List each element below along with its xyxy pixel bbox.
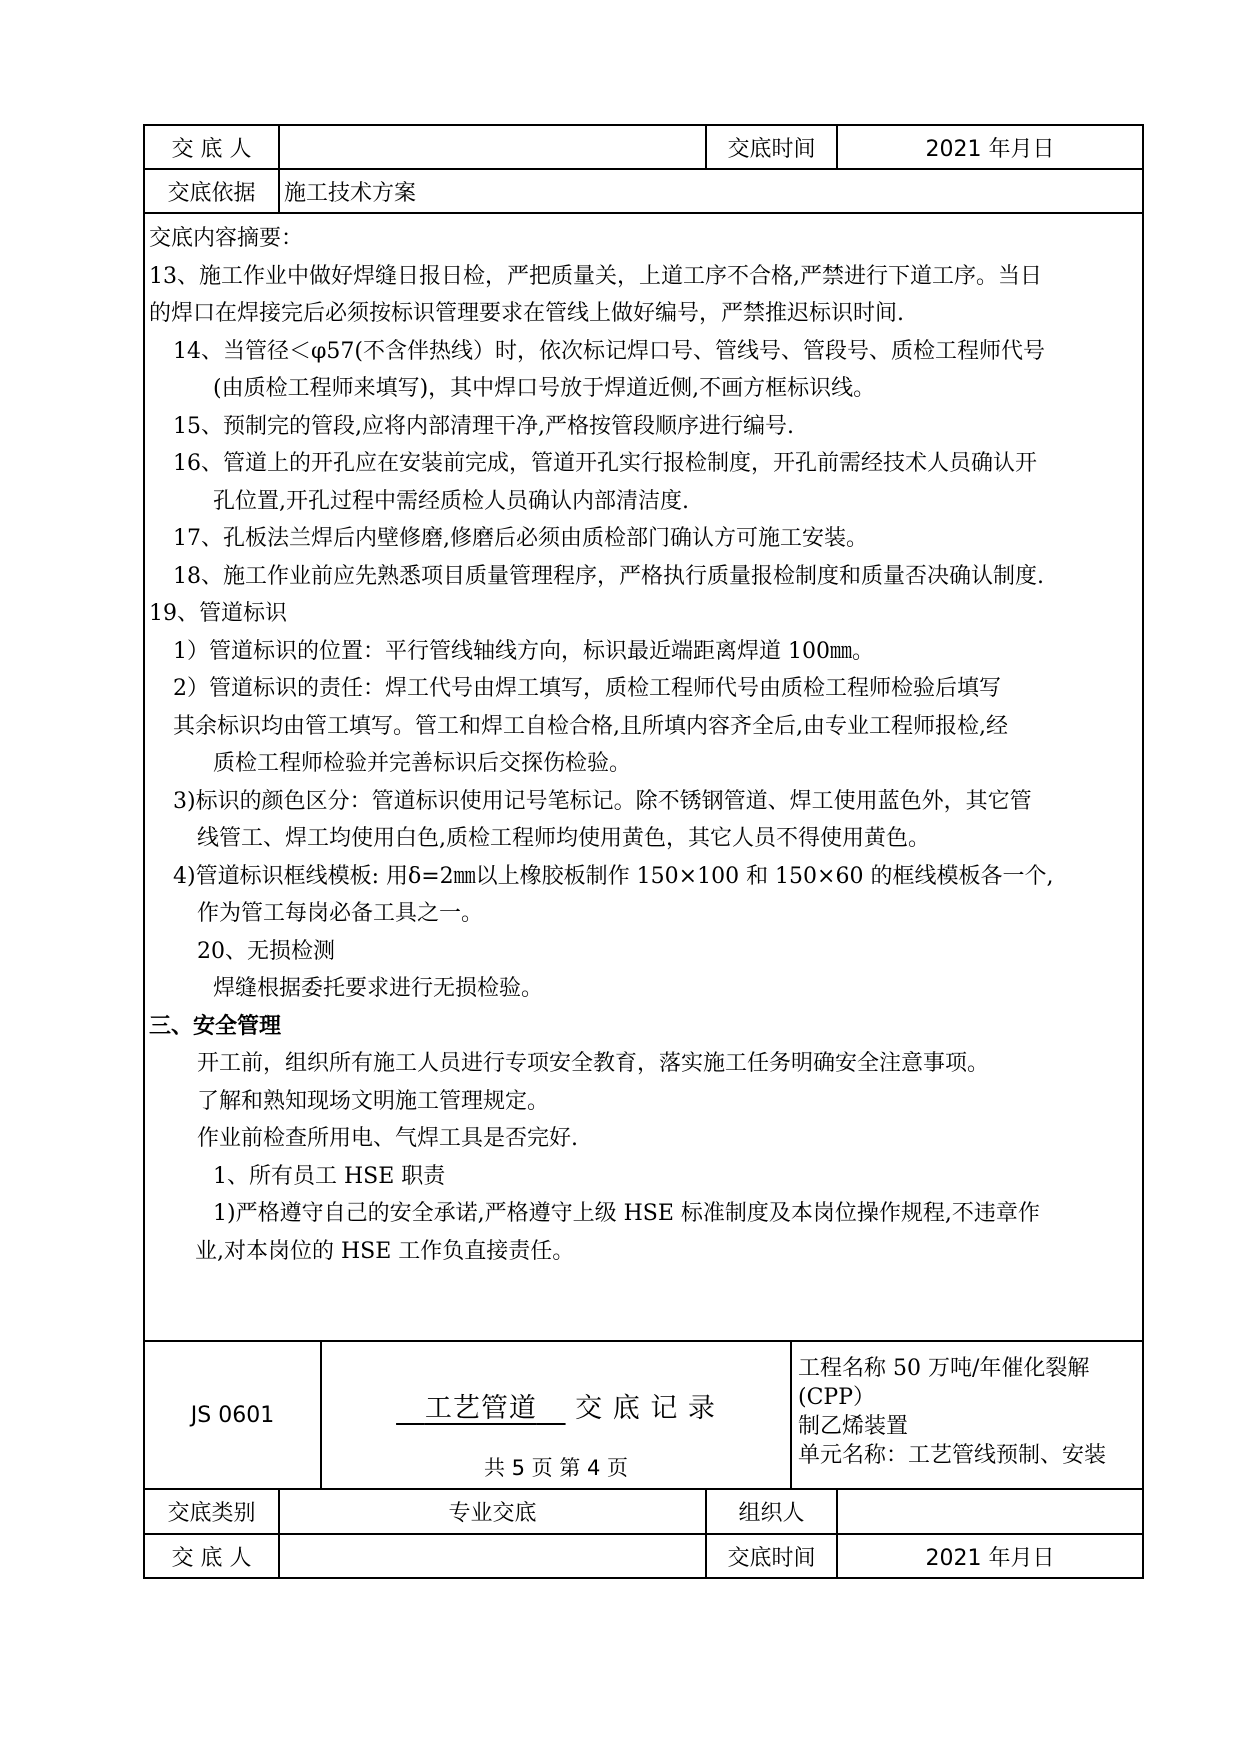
unit-name: 单元名称：工艺管线预制、安装 <box>798 1443 1107 1468</box>
content-line: 开工前，组织所有施工人员进行专项安全教育，落实施工任务明确安全注意事项。 <box>197 1051 990 1076</box>
content-line: 15、预制完的管段,应将内部清理干净,严格按管段顺序进行编号. <box>173 413 794 439</box>
basis-value: 施工技术方案 <box>279 169 1143 213</box>
form-title-underlined: 工艺管道 <box>424 1393 537 1424</box>
content-line: 作业前检查所用电、气焊工具是否完好. <box>197 1126 578 1151</box>
content-line: 业,对本岗位的 HSE 工作负直接责任。 <box>195 1238 575 1264</box>
content-line: 14、当管径＜φ57(不含伴热线）时，依次标记焊口号、管线号、管段号、质检工程师代号 <box>173 338 1045 364</box>
footer-presenter-label: 交 底 人 <box>144 1534 279 1578</box>
type-row <box>144 1490 1143 1534</box>
content-line: 16、管道上的开孔应在安装前完成，管道开孔实行报检制度，开孔前需经技术人员确认开 <box>173 451 1037 476</box>
organizer-value <box>837 1490 1143 1534</box>
form-title <box>322 1386 790 1425</box>
content-line: 质检工程师检验并完善标识后交探伤检验。 <box>213 751 632 776</box>
content-line: 1）管道标识的位置：平行管线轴线方向，标识最近端距离焊道 100㎜。 <box>173 638 874 664</box>
content-line: 19、管道标识 <box>149 601 287 626</box>
form-title-cell <box>321 1342 791 1489</box>
content-line: 孔位置,开孔过程中需经质检人员确认内部清洁度. <box>213 488 689 514</box>
content-cell <box>144 213 1143 1341</box>
content-line: 焊缝根据委托要求进行无损检验。 <box>213 976 544 1001</box>
content-line: 了解和熟知现场文明施工管理规定。 <box>197 1088 550 1114</box>
header-table <box>143 124 1144 1342</box>
content-line: 18、施工作业前应先熟悉项目质量管理程序，严格执行质量报检制度和质量否决确认制度. <box>173 563 1044 589</box>
footer-presenter-value <box>279 1534 706 1578</box>
summary-label: 交底内容摘要： <box>149 226 304 251</box>
type-label: 交底类别 <box>144 1490 279 1534</box>
organizer-label: 组织人 <box>706 1490 837 1534</box>
basis-row <box>144 169 1143 213</box>
section-heading: 三、安全管理 <box>149 1013 282 1039</box>
project-info <box>791 1342 1143 1489</box>
content-line: (由质检工程师来填写)，其中焊口号放于焊道近侧,不画方框标识线。 <box>213 376 876 401</box>
project-name-line2: 制乙烯装置 <box>798 1414 909 1439</box>
content-line: 其余标识均由管工填写。管工和焊工自检合格,且所填内容齐全后,由专业工程师报检,经 <box>173 713 1008 739</box>
presenter-row <box>144 125 1143 169</box>
project-name-line1: 工程名称 50 万吨/年催化裂解(CPP） <box>798 1356 1090 1410</box>
type-value: 专业交底 <box>279 1490 706 1534</box>
content-line: 20、无损检测 <box>197 938 335 964</box>
time-value: 2021 年月日 <box>837 125 1143 169</box>
form-code: JS 0601 <box>144 1342 321 1489</box>
content-line: 3)标识的颜色区分：管道标识使用记号笔标记。除不锈钢管道、焊工使用蓝色外，其它管 <box>173 788 1032 814</box>
content-row <box>144 213 1143 1341</box>
footer-time-value: 2021 年月日 <box>837 1534 1143 1578</box>
disclosure-sheet <box>143 124 1142 1579</box>
footer-time-label: 交底时间 <box>706 1534 837 1578</box>
content-line: 13、施工作业中做好焊缝日报日检，严把质量关，上道工序不合格,严禁进行下道工序。当日 <box>149 263 1042 289</box>
form-title-rest: 交 底 记 录 <box>575 1393 716 1424</box>
time-label: 交底时间 <box>706 125 837 169</box>
content-line: 17、孔板法兰焊后内壁修磨,修磨后必须由质检部门确认方可施工安装。 <box>173 526 868 551</box>
content-line: 1)严格遵守自己的安全承诺,严格遵守上级 HSE 标准制度及本岗位操作规程,不违章作 <box>213 1201 1040 1226</box>
basis-label: 交底依据 <box>144 169 279 213</box>
presenter-value <box>279 125 706 169</box>
content-line: 作为管工每岗必备工具之一。 <box>197 901 484 926</box>
page-count: 共 5 页 第 4 页 <box>483 1456 629 1480</box>
footer-title-row <box>144 1342 1143 1489</box>
footer-presenter-row <box>144 1534 1143 1578</box>
content-line: 2）管道标识的责任：焊工代号由焊工填写，质检工程师代号由质检工程师检验后填写 <box>173 676 1001 701</box>
footer-table <box>143 1342 1144 1490</box>
content-line: 1、所有员工 HSE 职责 <box>213 1163 446 1189</box>
content-line: 的焊口在焊接完后必须按标识管理要求在管线上做好编号，严禁推迟标识时间. <box>149 301 904 326</box>
footer-info-table <box>143 1490 1144 1579</box>
presenter-label: 交 底 人 <box>144 125 279 169</box>
content-line: 4)管道标识框线模板: 用δ=2㎜以上橡胶板制作 150×100 和 150×60 的框线模板各一个, <box>173 863 1054 889</box>
content-line: 线管工、焊工均使用白色,质检工程师均使用黄色，其它人员不得使用黄色。 <box>197 826 930 851</box>
